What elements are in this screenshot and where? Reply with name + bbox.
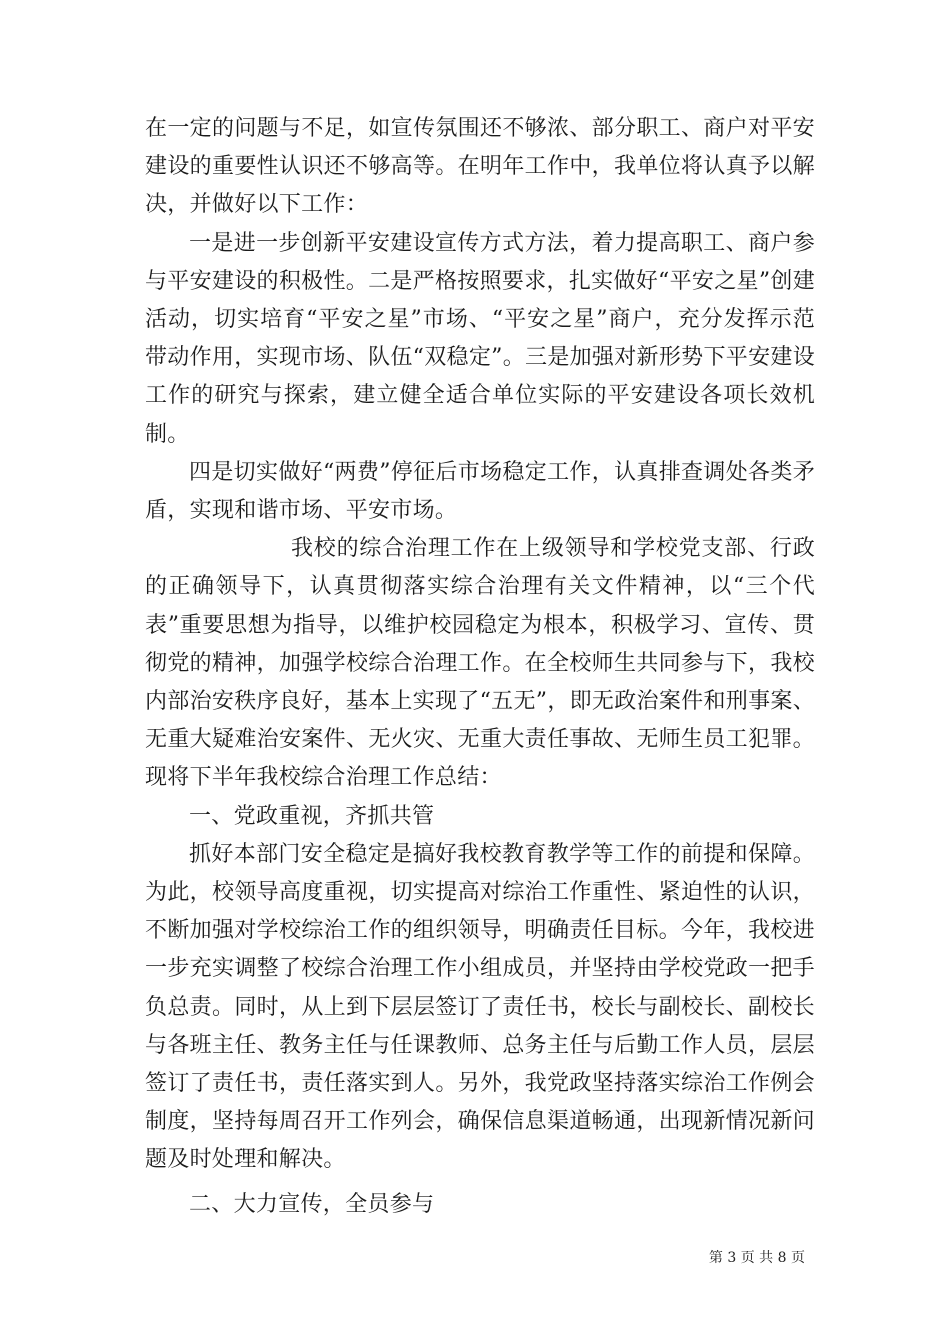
paragraph-continued: 在一定的问题与不足，如宣传氛围还不够浓、部分职工、商户对平安建设的重要性认识还不够高等。在明年工作中，我单位将认真予以解决，并做好以下工作： <box>145 116 815 218</box>
document-body <box>145 110 815 1224</box>
page-number: 第 3 页 共 8 页 <box>708 1250 805 1266</box>
paragraph-section-1: 抓好本部门安全稳定是搞好我校教育教学等工作的前提和保障。为此，校领导高度重视，切实提高对综治工作重性、紧迫性的认识，不断加强对学校综治工作的组织领导，明确责任目标。今年，我校进一步充实调整了校综合治理工作小组成员，并坚持由学校党政一把手负总责。同时，从上到下层层签订了责任书，校长与副校长、副校长与各班主任、教务主任与任课教师、总务主任与后勤工作人员，层层签订了责任书，责任落实到人。另外，我党政坚持落实综治工作例会制度，坚持每周召开工作列会，确保信息渠道畅通，出现新情况新问题及时处理和解决。 <box>145 841 815 1173</box>
paragraph-school-summary: 我校的综合治理工作在上级领导和学校党支部、行政的正确领导下，认真贯彻落实综合治理有关文件精神，以“三个代表”重要思想为指导，以维护校园稳定为根本，积极学习、宣传、贯彻党的精神，加强学校综合治理工作。在全校师生共同参与下，我校内部治安秩序良好，基本上实现了“五无”，即无政治案件和刑事案、无重大疑难治安案件、无火灾、无重大责任事故、无师生员工犯罪。现将下半年我校综合治理工作总结： <box>145 536 815 791</box>
section-heading-1: 一、党政重视，齐抓共管 <box>189 803 435 829</box>
paragraph-market-stability: 四是切实做好“两费”停征后市场稳定工作，认真排查调处各类矛盾，实现和谐市场、平安市场。 <box>145 459 815 524</box>
paragraph-measures: 一是进一步创新平安建设宣传方式方法，着力提高职工、商户参与平安建设的积极性。二是严格按照要求，扎实做好“平安之星”创建活动，切实培育“平安之星”市场、“平安之星”商户，充分发挥示范带动作用，实现市场、队伍“双稳定”。三是加强对新形势下平安建设工作的研究与探索，建立健全适合单位实际的平安建设各项长效机制。 <box>145 230 815 447</box>
section-heading-2: 二、大力宣传，全员参与 <box>189 1191 435 1217</box>
